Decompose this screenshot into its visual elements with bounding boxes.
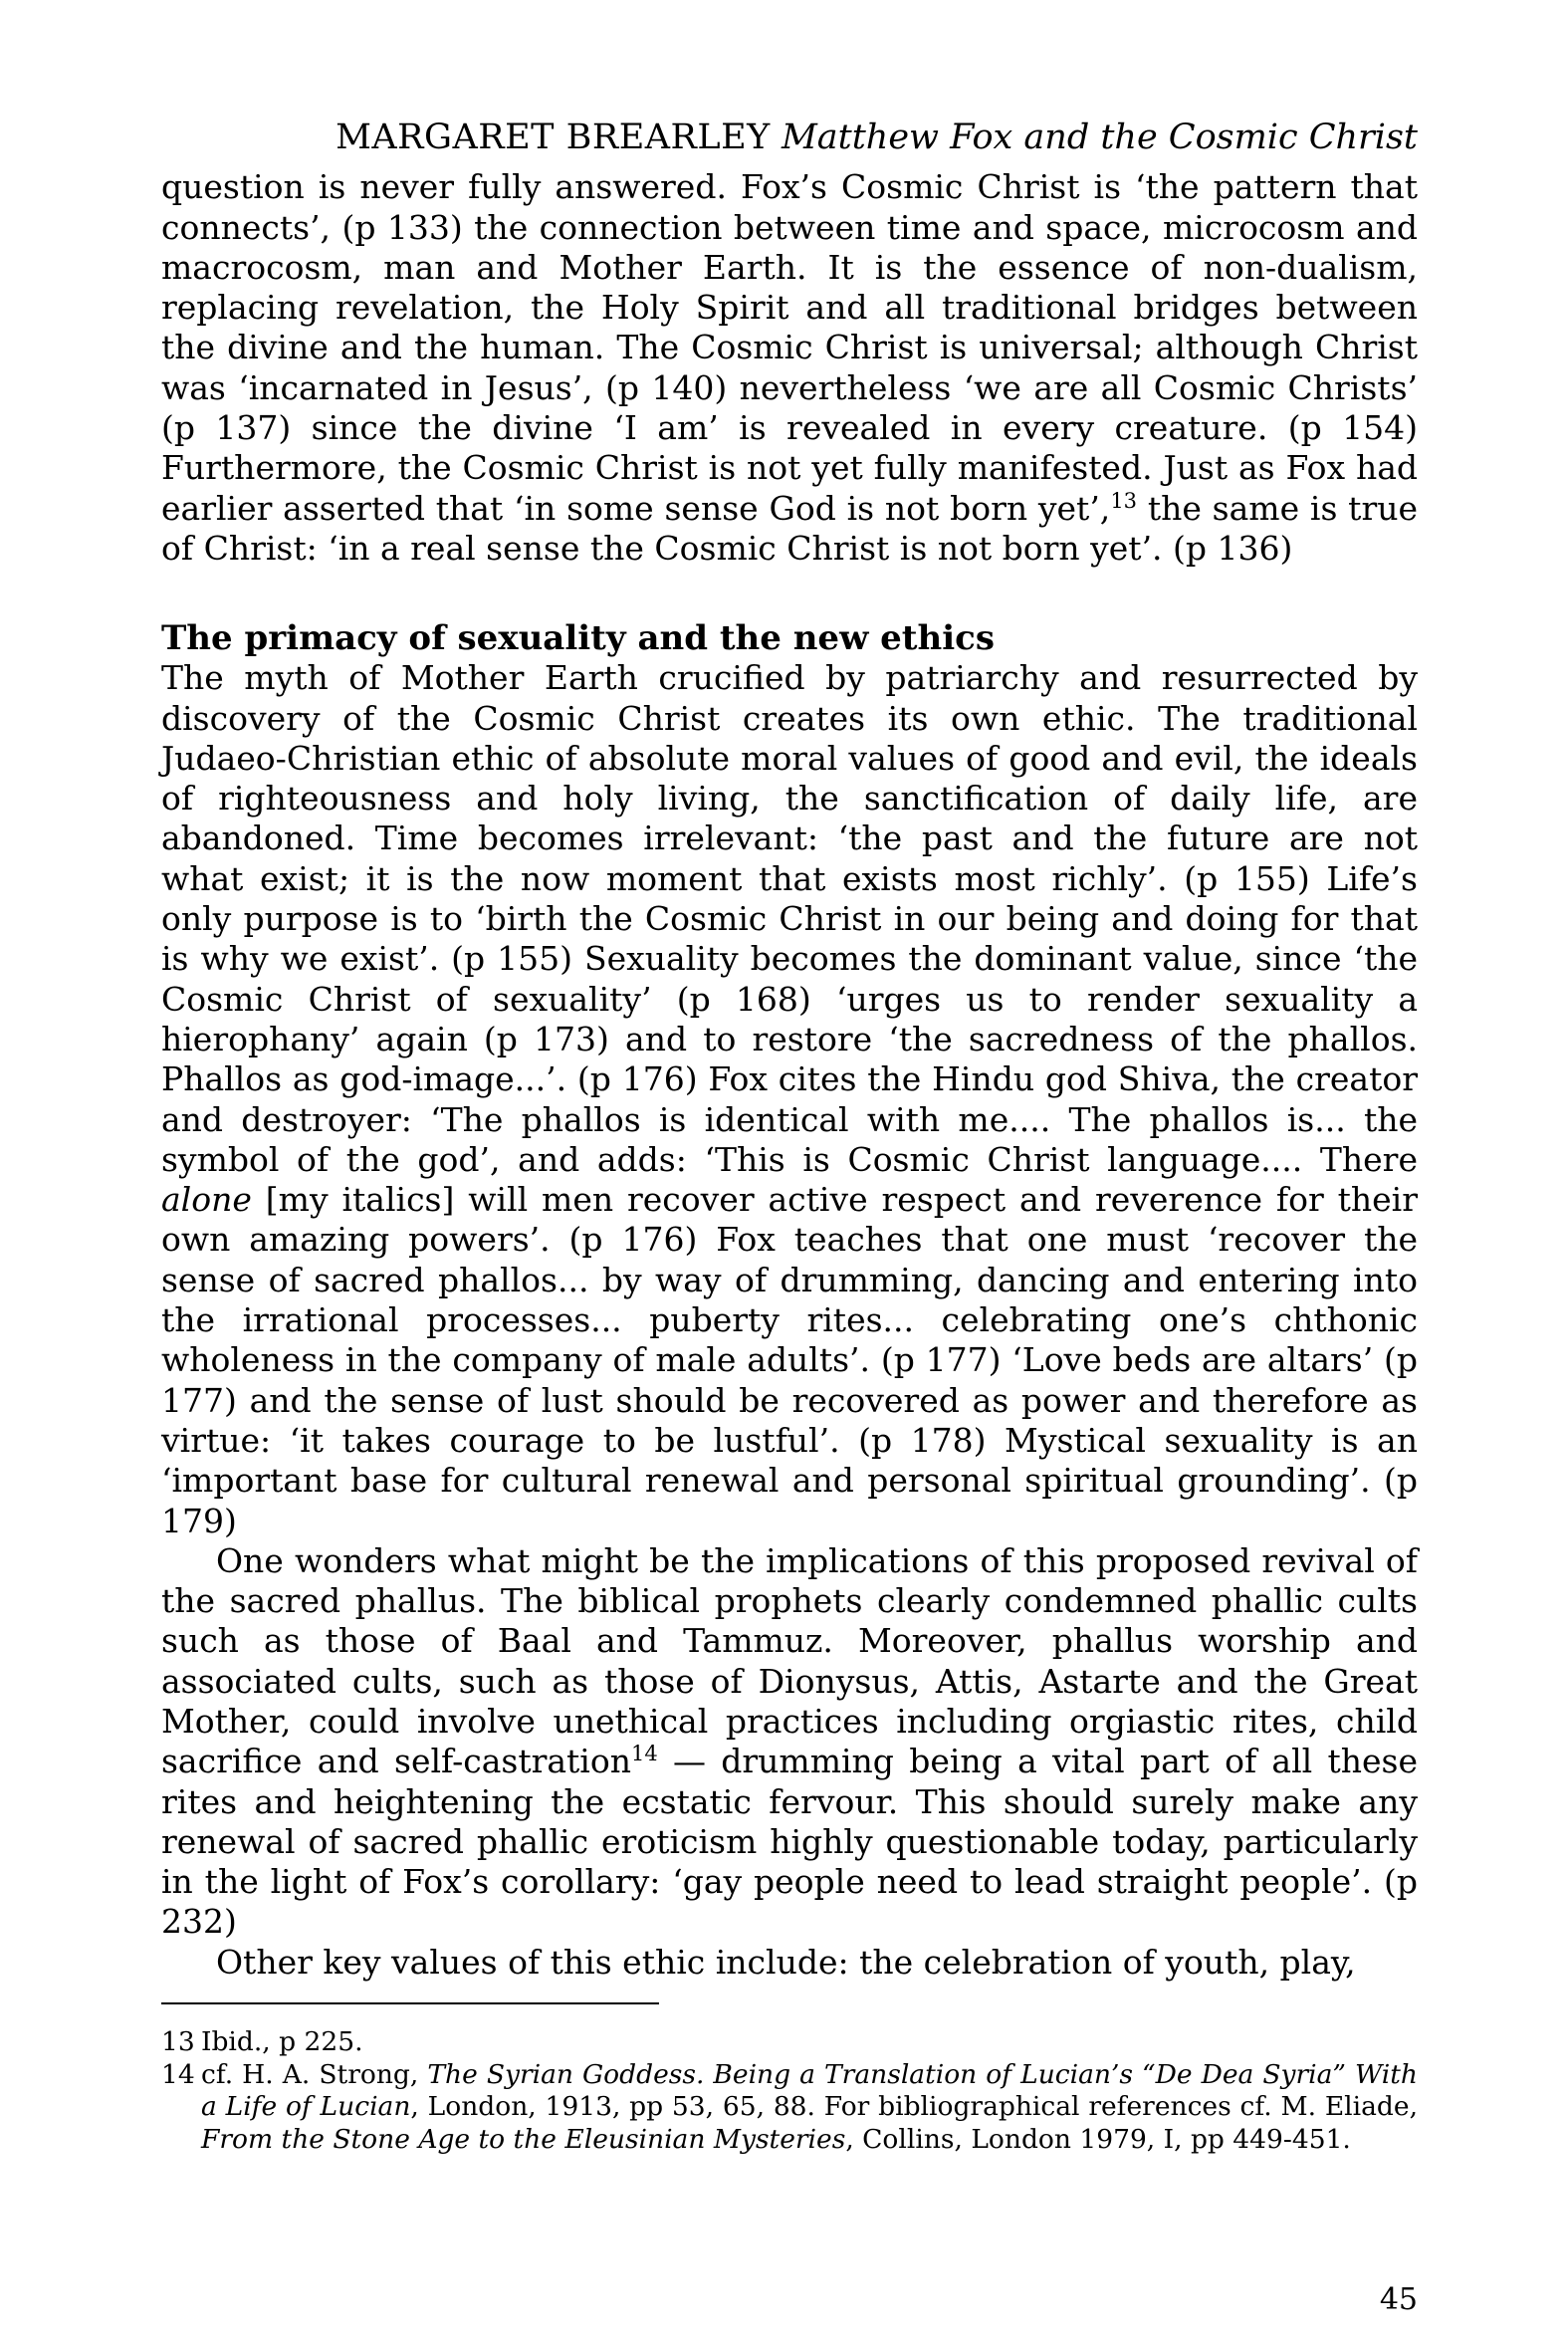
book-title: The Syrian Goddess. Being a Translation of Lucian’s “De Dea Syria” With a Life of Lucian [201, 2058, 1418, 2123]
paragraph-text: the same is true of Christ: ‘in a real sense the Cosmic Christ is not born yet’. (p 136) [161, 488, 1419, 568]
footnote-number: 14 [161, 2058, 195, 2090]
footnotes [161, 2026, 1418, 2156]
footnote-text-part: cf. H. A. Strong, [201, 2058, 428, 2090]
paragraph-text: The myth of Mother Earth crucified by patriarchy and resurrected by discovery of the Cosmic Christ creates its own ethic. The traditional Judaeo-Christian ethic of absolute moral values of good and evil, the ideals of righteousness and holy living, the sanctification of daily life, are abandoned. Time becomes irrelevant: ‘the past and the future are not what exist; it is the now moment that exists most richly’. (p 155) Life’s only purpose is to ‘birth the Cosmic Christ in our being and doing for that is why we exist’. (p 155) Sexuality becomes the dominant value, since ‘the Cosmic Christ of sexuality’ (p 168) ‘urges us to render sexuality a hierophany’ again (p 173) and to restore ‘the sacredness of the phallos. Phallos as god-image...’. (p 176) Fox cites the Hindu god Shiva, the creator and destroyer: ‘The phallos is identical with me.... The phallos is... the symbol of the god’, and adds: ‘This is Cosmic Christ language.... There [161, 658, 1418, 1179]
footnote-divider [161, 2002, 659, 2004]
running-head [161, 117, 1418, 157]
emphasis: alone [161, 1180, 252, 1220]
paragraph-text: question is never fully answered. Fox’s Cosmic Christ is ‘the pattern that connects’, (p 133) the connection between time and space, microcosm and macrocosm, man and Mother Earth. It is the essence of non-dualism, replacing revelation, the Holy Spirit and all traditional bridges between the divine and the human. The Cosmic Christ is universal; although Christ was ‘incarnated in Jesus’, (p 140) nevertheless ‘we are all Cosmic Christs’ (p 137) since the divine ‘I am’ is revealed in every creature. (p 154) Furthermore, the Cosmic Christ is not yet fully manifested. Just as Fox had earlier asserted that ‘in some sense God is not born yet’, [161, 167, 1418, 528]
footnote-text [201, 2059, 1418, 2157]
footnote-number: 13 [161, 2026, 195, 2058]
paragraph-text: [my italics] will men recover active respect and reverence for their own amazing powers’. (p 176) Fox teaches that one must ‘recover the sense of sacred phallos... by way of drumming, dancing and entering into the irrational processes... puberty rites... celebrating one’s chthonic wholeness in the company of male adults’. (p 177) ‘Love beds are altars’ (p 177) and the sense of lust should be recovered as power and therefore as virtue: ‘it takes courage to be lustful’. (p 178) Mystical sexuality is an ‘important base for cultural renewal and personal spiritual grounding’. (p 179) [161, 1180, 1418, 1540]
footnote [161, 2026, 1418, 2059]
footnote-ref: 14 [630, 1742, 658, 1766]
section-heading: The primacy of sexuality and the new ethics [161, 618, 995, 659]
running-head-title: Matthew Fox and the Cosmic Christ [781, 117, 1418, 157]
footnote-text-part: , London, 1913, pp 53, 65, 88. For bibliographical references cf. M. Eliade, [410, 2091, 1418, 2123]
footnote-text: Ibid., p 225. [201, 2026, 363, 2058]
footnote-text-part: , Collins, London 1979, I, pp 449-451. [845, 2123, 1351, 2155]
paragraph-text: — drumming being a vital part of all these rites and heightening the ecstatic fervour. This should surely make any renewal of sacred phallic eroticism highly questionable today, particularly in the light of Fox’s corollary: ‘gay people need to lead straight people’. (p 232) [161, 1742, 1418, 1942]
page [161, 117, 1418, 2320]
page-number: 45 [1379, 2281, 1418, 2317]
footnote [161, 2059, 1418, 2157]
paragraph-text: One wonders what might be the implications of this proposed revival of the sacred phallus. The biblical prophets clearly condemned phallic cults such as those of Baal and Tammuz. Moreover, phallus worship and associated cults, such as those of Dionysus, Attis, Astarte and the Great Mother, could involve unethical practices including orgiastic rites, child sacrifice and self-castration [161, 1540, 1418, 1781]
body-paragraph: Other key values of this ethic include: the celebration of youth, play, [216, 1942, 1356, 1982]
body-paragraph [161, 1541, 1418, 1943]
book-title: From the Stone Age to the Eleusinian Mysteries [201, 2123, 846, 2155]
footnote-ref: 13 [1110, 488, 1138, 513]
running-head-author: MARGARET BREARLEY [336, 117, 771, 157]
body-paragraph [161, 167, 1418, 569]
body-paragraph [161, 658, 1418, 1541]
